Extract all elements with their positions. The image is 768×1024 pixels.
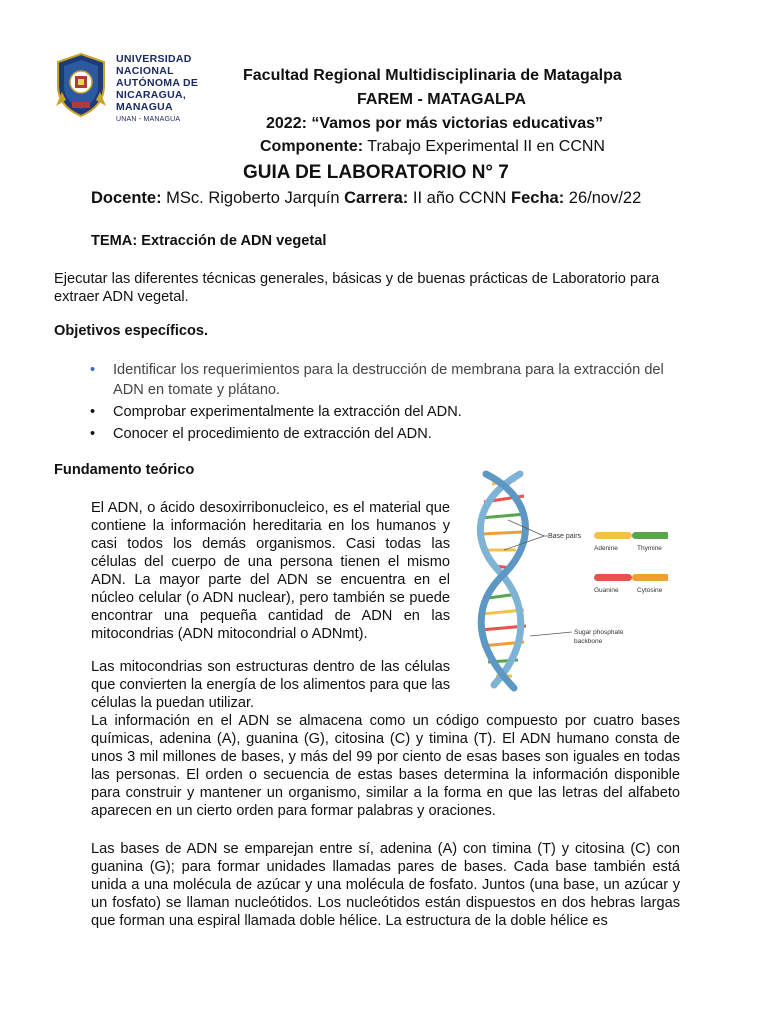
docente-line [91, 187, 641, 209]
objetivo-general: Ejecutar las diferentes técnicas generales, básicas y de buenas prácticas de Laboratorio para extraer ADN vegetal. [54, 271, 660, 305]
backbone-label-line-2: backbone [574, 638, 603, 645]
fecha-label: Fecha: [511, 189, 565, 207]
fundamento-paragraph-3: La información en el ADN se almacena como un código compuesto por cuatro bases químicas, adenina (A), guanina (G), citosina (C) y timina (T). El ADN humano consta de unos 3 mil millones de bases, y más del 99 por ciento de esas bases son iguales en todas las personas. El orden o secuencia de estas bases determina la información disponible para construir y mantener un organismo, similar a la forma en que las letras del alfabeto aparecen en un cierto orden para formar palabras y oraciones. [91, 713, 680, 819]
thymine-label: Thymine [637, 545, 662, 552]
fecha-value: 26/nov/22 [564, 189, 642, 207]
objective-item-1 [90, 360, 680, 400]
university-logo [52, 50, 212, 130]
objetivos-heading: Objetivos específicos. [54, 323, 209, 339]
objective-text-2: Comprobar experimentalmente la extracción del ADN. [113, 404, 462, 420]
logo-line-2: NACIONAL [116, 65, 174, 77]
fundamento-paragraph-2: Las mitocondrias son estructuras dentro de las células que convierten la energía de los alimentos para que las células la puedan utilizar. [91, 659, 450, 711]
logo-line-3: AUTÓNOMA DE [116, 77, 199, 89]
base-pairs-callout [504, 520, 582, 550]
logo-line-1: UNIVERSIDAD [116, 53, 192, 65]
carrera-label: Carrera: [344, 189, 409, 207]
objective-item-3 [90, 424, 680, 444]
guide-title: GUIA DE LABORATORIO N° 7 [243, 162, 509, 183]
tema-heading: TEMA: Extracción de ADN vegetal [91, 233, 327, 249]
component-line [260, 137, 605, 157]
fundamento-heading: Fundamento teórico [54, 462, 195, 478]
docente-label: Docente: [91, 189, 162, 207]
logo-line-4: NICARAGUA, [116, 89, 187, 101]
guanine-cytosine-key [594, 574, 668, 594]
adenine-label: Adenine [594, 545, 618, 552]
bullet-icon: • [90, 426, 96, 442]
docente-value: MSc. Rigoberto Jarquín [161, 189, 345, 207]
faculty-title: Facultad Regional Multidisciplinaria de Matagalpa [243, 67, 622, 84]
backbone-label-line-1: Sugar phosphate [574, 629, 624, 636]
guanine-label: Guanine [594, 587, 619, 594]
fundamento-paragraph-1: El ADN, o ácido desoxirribonucleico, es el material que contiene la información hereditaria en los humanos y casi todos los demás organismos. Casi todas las células del cuerpo de una persona tienen el mismo ADN. La mayor parte del ADN se encuentra en el núcleo celular (o ADN nuclear), pero también se puede encontrar una pequeña cantidad de ADN en las mitocondrias (ADN mitocondrial o ADNmt). [91, 500, 450, 642]
bullet-icon: • [90, 404, 96, 420]
backbone-callout [530, 629, 624, 645]
objective-text-3: Conocer el procedimiento de extracción del ADN. [113, 426, 432, 442]
motto: 2022: “Vamos por más victorias educativas” [266, 115, 604, 132]
logo-line-5: MANAGUA [116, 101, 173, 113]
university-name [116, 53, 198, 125]
component-value: Trabajo Experimental II en CCNN [363, 138, 605, 155]
fundamento-paragraph-4: Las bases de ADN se emparejan entre sí, adenina (A) con timina (T) y citosina (C) con guanina (G); para formar unidades llamadas pares de bases. Cada base también está unida a una molécula de azúcar y una molécula de fosfato. Juntos (una base, un azúcar y un fosfato) se llaman nucleótidos. Los nucleótidos están dispuestos en dos hebras largas que forman una espiral llamada doble hélice. La estructura de la doble hélice es [91, 841, 680, 929]
adenine-thymine-key [594, 532, 668, 552]
bullet-icon: • [90, 362, 96, 378]
objective-text-1: Identificar los requerimientos para la destrucción de membrana para la extracción del ADN en tomate y plátano. [113, 362, 664, 398]
component-label: Componente: [260, 138, 364, 155]
logo-subtitle: UNAN - MANAGUA [116, 116, 181, 123]
base-pairs-label: Base pairs [548, 533, 582, 540]
carrera-value: II año CCNN [408, 189, 512, 207]
school-title: FAREM - MATAGALPA [357, 91, 526, 108]
objective-item-2 [90, 402, 680, 422]
university-seal-icon [52, 52, 110, 118]
cytosine-label: Cytosine [637, 587, 663, 594]
dna-double-helix-figure [464, 470, 668, 702]
